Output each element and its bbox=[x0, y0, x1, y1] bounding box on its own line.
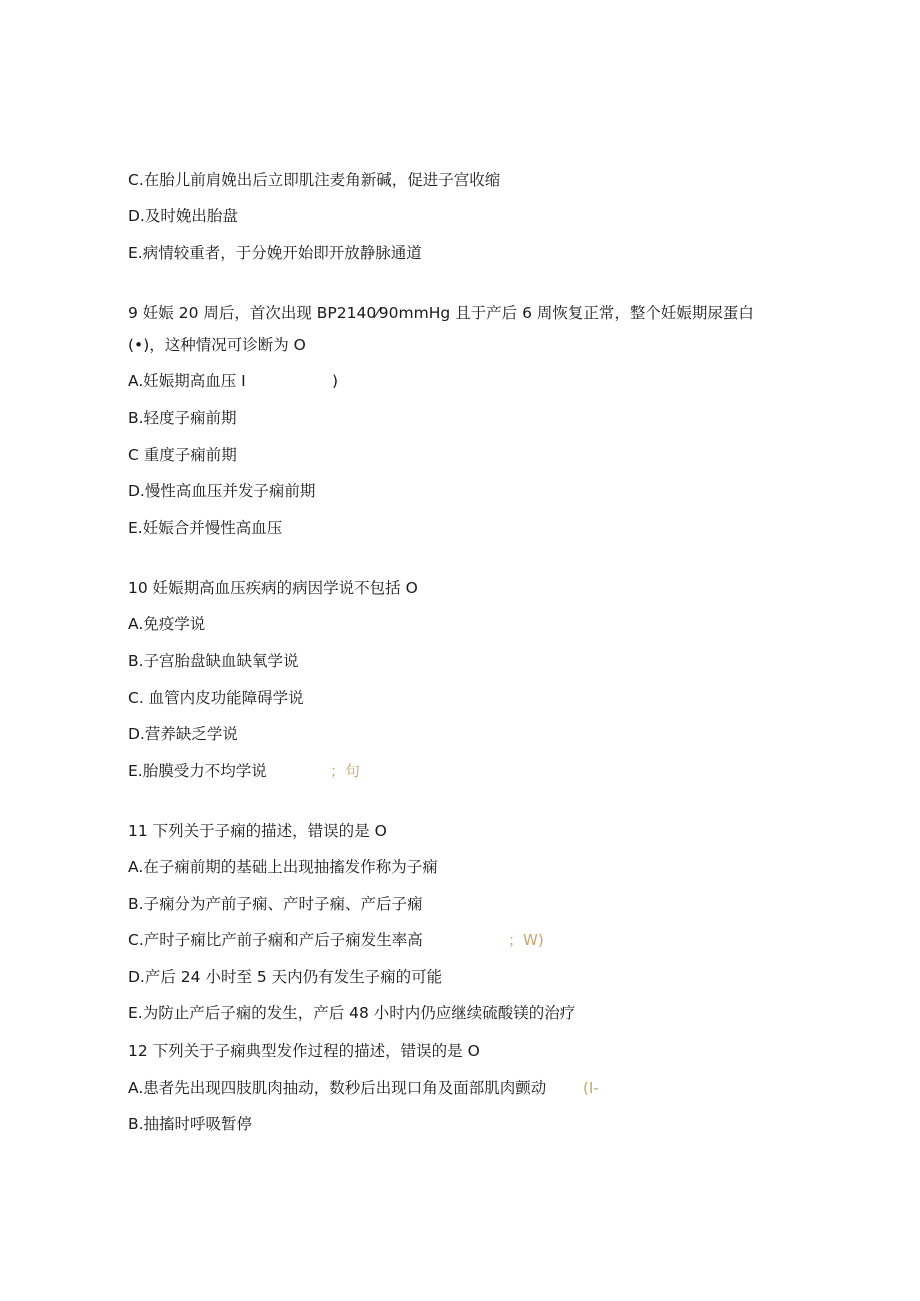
q9-option-a: A.妊娠期高血压 I bbox=[128, 372, 246, 390]
q12-stray-mark: (I- bbox=[583, 1079, 599, 1097]
q11-option-e: E.为防止产后子痫的发生，产后 48 小时内仍应继续硫酸镁的治疗 bbox=[128, 1004, 576, 1022]
q10-option-d: D.营养缺乏学说 bbox=[128, 725, 238, 743]
q11-option-d: D.产后 24 小时至 5 天内仍有发生子痫的可能 bbox=[128, 968, 443, 986]
q8-option-e: E.病情较重者，于分娩开始即开放静脉通道 bbox=[128, 244, 422, 262]
q10-stray-mark: ；句 bbox=[330, 762, 361, 780]
q8-option-c: C.在胎儿前肩娩出后立即肌注麦角新碱，促进子宫收缩 bbox=[128, 171, 501, 189]
q11-stem: 11 下列关于子痫的描述，错误的是 O bbox=[128, 822, 387, 840]
q10-option-a: A.免疫学说 bbox=[128, 615, 206, 633]
q9-stray-mark: ) bbox=[332, 372, 339, 390]
q12-option-a: A.患者先出现四肢肌肉抽动，数秒后出现口角及面部肌肉颤动 bbox=[128, 1079, 547, 1097]
q11-stray-mark: ；W) bbox=[508, 931, 544, 949]
q12-stem: 12 下列关于子痫典型发作过程的描述，错误的是 O bbox=[128, 1042, 480, 1060]
q11-option-a: A.在子痫前期的基础上出现抽搐发作称为子痫 bbox=[128, 858, 438, 876]
q9-option-b: B.轻度子痫前期 bbox=[128, 409, 237, 427]
q9-option-c: C 重度子痫前期 bbox=[128, 446, 237, 464]
q11-option-b: B.子痫分为产前子痫、产时子痫、产后子痫 bbox=[128, 895, 423, 913]
q10-stem: 10 妊娠期高血压疾病的病因学说不包括 O bbox=[128, 579, 418, 597]
q10-option-b: B.子宫胎盘缺血缺氧学说 bbox=[128, 652, 299, 670]
q9-stem-line-2: (•)，这种情况可诊断为 O bbox=[128, 336, 306, 354]
q8-option-d: D.及时娩出胎盘 bbox=[128, 207, 238, 225]
q10-option-c: C. 血管内皮功能障碍学说 bbox=[128, 689, 304, 707]
q12-option-b: B.抽搐时呼吸暂停 bbox=[128, 1115, 253, 1133]
q9-option-d: D.慢性高血压并发子痫前期 bbox=[128, 482, 316, 500]
q9-option-e: E.妊娠合并慢性高血压 bbox=[128, 519, 283, 537]
q10-option-e: E.胎膜受力不均学说 bbox=[128, 762, 267, 780]
q11-option-c: C.产时子痫比产前子痫和产后子痫发生率高 bbox=[128, 931, 423, 949]
q9-stem-line-1: 9 妊娠 20 周后，首次出现 BP2140⁄90mmHg 且于产后 6 周恢复正常，整个妊娠期尿蛋白 bbox=[128, 304, 754, 322]
